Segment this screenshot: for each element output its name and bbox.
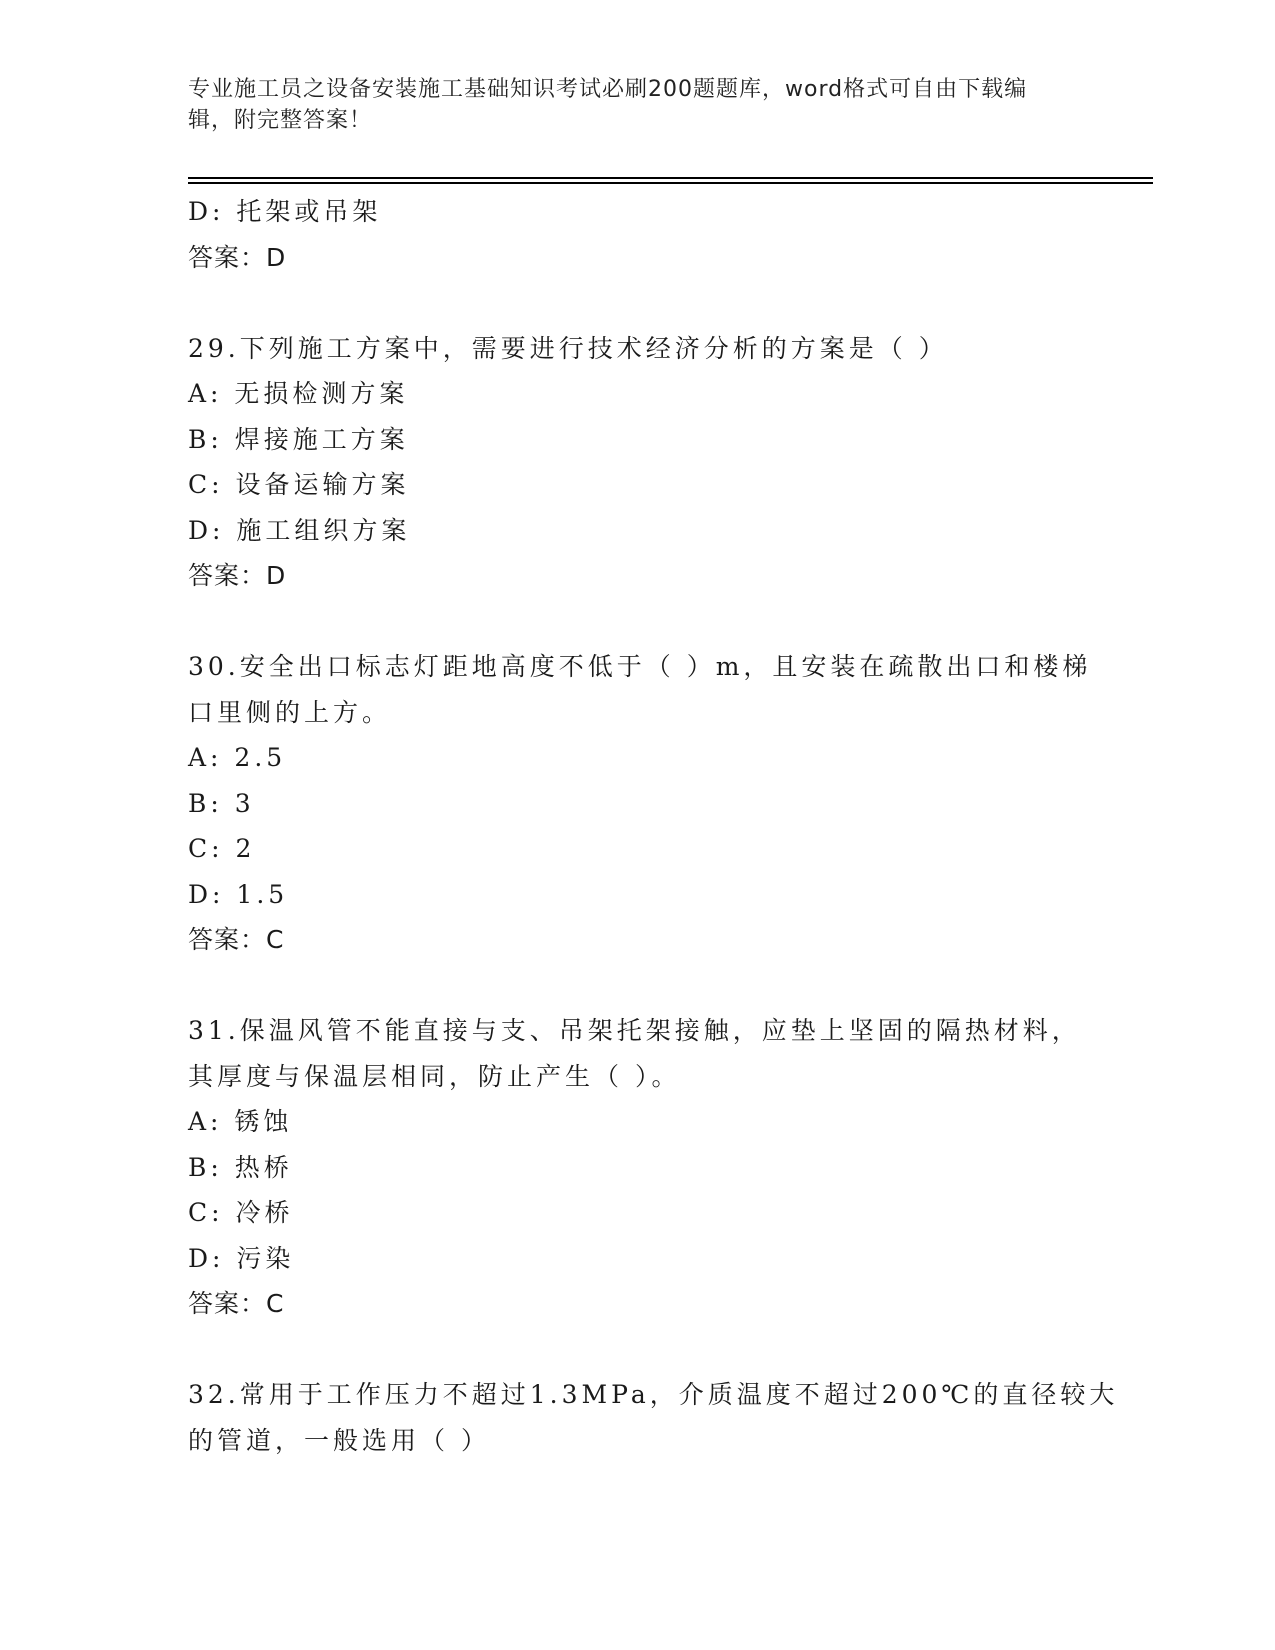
option-c: C: 设备运输方案 [188, 470, 410, 499]
option-d: D: 污染 [188, 1243, 295, 1273]
answer-line: 答案：D [188, 561, 287, 590]
question-text: 31.保温风管不能直接与支、吊架托架接触，应垫上坚固的隔热材料， [188, 1016, 1081, 1045]
question-text: 30.安全出口标志灯距地高度不低于（ ）m，且安装在疏散出口和楼梯 [188, 652, 1092, 681]
option-d: D: 施工组织方案 [188, 515, 411, 545]
question-text: 29.下列施工方案中，需要进行技术经济分析的方案是（ ） [188, 333, 948, 363]
question-text-continued: 其厚度与保温层相同，防止产生（ ）。 [188, 1061, 681, 1091]
option-b: B: 焊接施工方案 [188, 424, 409, 454]
header-divider-top [188, 177, 1153, 179]
option-b: B: 热桥 [188, 1152, 293, 1182]
option-a: A: 2.5 [188, 743, 287, 772]
question-31 [188, 1008, 1088, 1327]
option-a: A: 锈蚀 [188, 1107, 293, 1136]
question-list [188, 189, 1119, 1463]
option-b: B: 3 [188, 788, 255, 818]
option-c: C: 冷桥 [188, 1198, 294, 1227]
question-text-continued: 口里侧的上方。 [188, 697, 392, 727]
spacer [188, 599, 1088, 645]
question-32 [188, 1372, 1119, 1463]
option-d: D: 托架或吊架 [188, 197, 382, 226]
spacer [188, 1327, 1088, 1373]
spacer [188, 280, 1088, 326]
option-d: D: 1.5 [188, 879, 289, 909]
answer-line: 答案：C [188, 925, 285, 954]
document-header: 专业施工员之设备安装施工基础知识考试必刷200题题库，word格式可自由下载编辑，附完整答案！ [188, 77, 1028, 133]
option-c: C: 2 [188, 834, 256, 863]
question-29 [188, 326, 1088, 599]
answer-line: 答案：D [188, 242, 287, 272]
option-a: A: 无损检测方案 [188, 379, 409, 408]
question-text: 32.常用于工作压力不超过1.3MPa，介质温度不超过200℃的直径较大 [188, 1380, 1119, 1409]
answer-line: 答案：C [188, 1289, 285, 1318]
spacer [188, 963, 1088, 1009]
question-text-continued: 的管道，一般选用（ ） [188, 1425, 490, 1455]
header-divider-bottom [188, 182, 1153, 184]
question-30 [188, 644, 1092, 963]
